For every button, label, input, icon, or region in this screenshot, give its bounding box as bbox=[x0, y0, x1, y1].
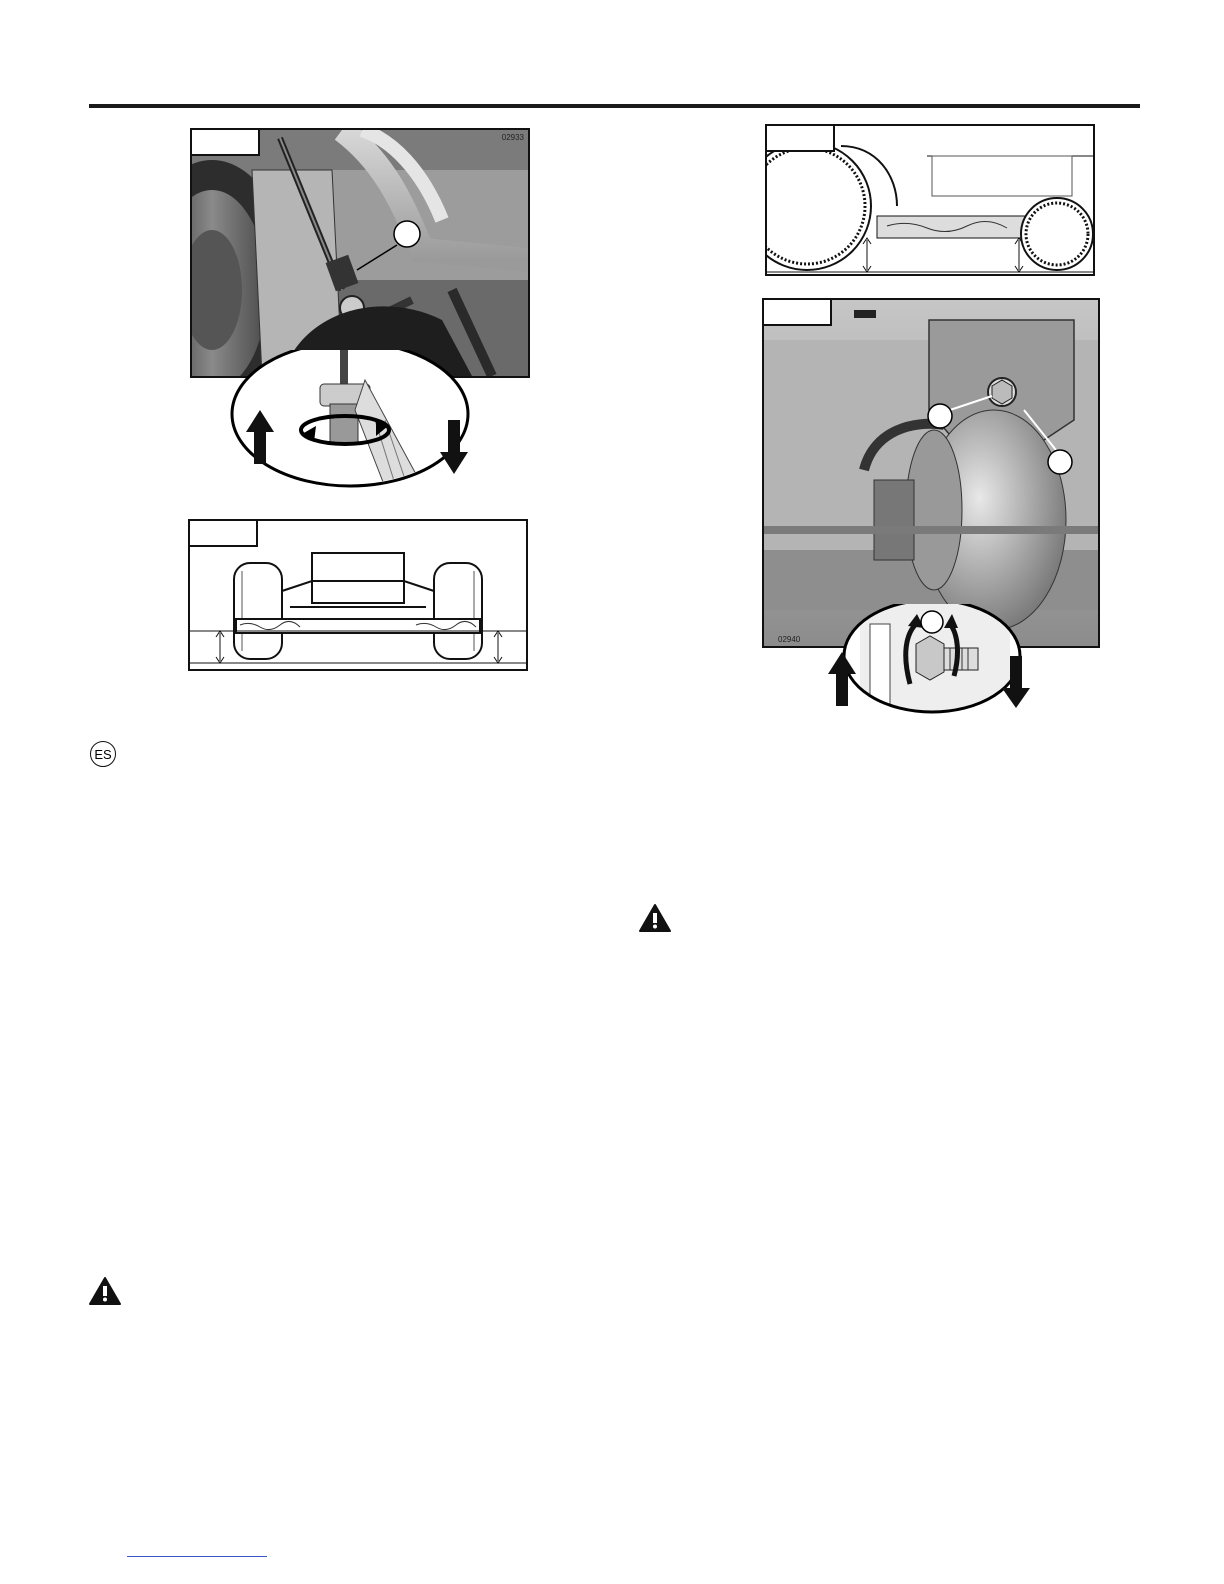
link-adjustment-illustration bbox=[192, 130, 528, 376]
figure-link-adjustment bbox=[190, 128, 530, 378]
footer-link-underline[interactable] bbox=[127, 1556, 267, 1557]
figure-number-tab bbox=[188, 519, 258, 547]
figure-number-tab bbox=[762, 298, 832, 326]
bolt-detail-bubble bbox=[820, 604, 1070, 714]
figure-front-view-deck bbox=[188, 519, 528, 671]
language-badge: ES bbox=[90, 741, 116, 767]
header-rule bbox=[89, 104, 1140, 108]
link-detail-bubble bbox=[190, 350, 490, 500]
warning-triangle-icon bbox=[638, 903, 672, 933]
figure-code: 02933 bbox=[501, 133, 524, 142]
figure-gauge-wheel-bolt bbox=[762, 298, 1100, 648]
warning-triangle-icon bbox=[88, 1276, 122, 1306]
figure-number-tab bbox=[190, 128, 260, 156]
figure-code: 02940 bbox=[778, 635, 801, 644]
gauge-wheel-illustration bbox=[764, 300, 1098, 646]
figure-side-view-deck bbox=[765, 124, 1095, 276]
figure-number-tab bbox=[765, 124, 835, 152]
